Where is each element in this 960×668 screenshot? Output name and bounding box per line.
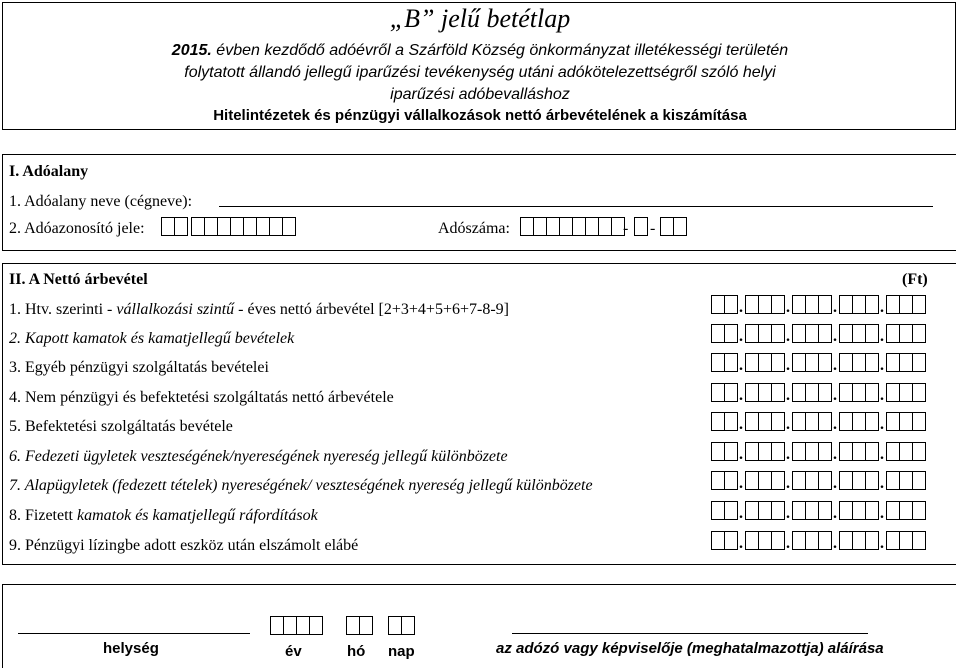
amount-field[interactable] xyxy=(711,412,925,431)
section1-title: I. Adóalany xyxy=(9,163,89,180)
signature-line[interactable] xyxy=(512,633,868,634)
digit-box[interactable] xyxy=(724,295,738,314)
digit-box[interactable] xyxy=(724,353,738,372)
row-label xyxy=(9,330,294,348)
subtitle-line1-rest: évben kezdődő adóévről a Szárföld Község önkormányzat illetékességi területén xyxy=(216,42,789,59)
digit-box[interactable] xyxy=(899,471,913,490)
row-label-italic: 6. Fedezeti ügyletek veszteségének/nyereségének nyereség jellegű különbözete xyxy=(9,448,508,465)
digit-box[interactable] xyxy=(805,412,819,431)
digit-box[interactable] xyxy=(711,531,725,550)
taxid-box[interactable] xyxy=(282,217,296,236)
digit-box[interactable] xyxy=(886,353,900,372)
digit-box[interactable] xyxy=(818,471,832,490)
digit-box[interactable] xyxy=(886,501,900,520)
digit-box[interactable] xyxy=(839,295,853,314)
digit-box[interactable] xyxy=(912,324,926,343)
row-label xyxy=(9,301,509,319)
digit-box[interactable] xyxy=(711,324,725,343)
amount-field[interactable] xyxy=(711,531,925,550)
digit-box[interactable] xyxy=(758,531,772,550)
thousands-separator: . xyxy=(880,299,884,316)
digit-box[interactable] xyxy=(852,383,866,402)
digit-box[interactable] xyxy=(758,442,772,461)
digit-box[interactable] xyxy=(805,383,819,402)
digit-box[interactable] xyxy=(839,501,853,520)
digit-box[interactable] xyxy=(771,412,785,431)
taxid-box[interactable] xyxy=(161,217,175,236)
signature-label: az adózó vagy képviselője (meghatalmazottja) aláírása xyxy=(496,640,884,657)
name-label: 1. Adóalany neve (cégneve): xyxy=(9,193,193,210)
digit-box[interactable] xyxy=(886,295,900,314)
digit-box[interactable] xyxy=(724,442,738,461)
digit-box[interactable] xyxy=(865,471,879,490)
taxnum-box[interactable] xyxy=(533,217,547,236)
thousands-separator: . xyxy=(786,535,790,552)
digit-box[interactable] xyxy=(899,324,913,343)
row-label xyxy=(9,359,269,377)
year-box[interactable] xyxy=(296,616,310,635)
year-box[interactable] xyxy=(283,616,297,635)
taxnum-box[interactable] xyxy=(520,217,534,236)
digit-box[interactable] xyxy=(758,353,772,372)
thousands-separator: . xyxy=(833,505,837,522)
digit-box[interactable] xyxy=(839,442,853,461)
digit-box[interactable] xyxy=(724,324,738,343)
digit-box[interactable] xyxy=(865,353,879,372)
digit-box[interactable] xyxy=(711,412,725,431)
row-label xyxy=(9,537,358,555)
thousands-separator: . xyxy=(786,446,790,463)
digit-box[interactable] xyxy=(771,383,785,402)
digit-box[interactable] xyxy=(912,353,926,372)
amount-field[interactable] xyxy=(711,501,925,520)
thousands-separator: . xyxy=(833,446,837,463)
digit-box[interactable] xyxy=(899,353,913,372)
digit-box[interactable] xyxy=(865,531,879,550)
digit-box[interactable] xyxy=(818,531,832,550)
taxnum-box[interactable] xyxy=(572,217,586,236)
row-label-italic: 7. Alapügyletek (fedezett tételek) nyereségének/ veszteségének nyereség jellegű különbözete xyxy=(9,477,593,494)
digit-box[interactable] xyxy=(818,501,832,520)
digit-box[interactable] xyxy=(771,295,785,314)
thousands-separator: . xyxy=(833,387,837,404)
thousands-separator: . xyxy=(786,328,790,345)
place-line[interactable] xyxy=(18,633,250,634)
thousands-separator: . xyxy=(739,328,743,345)
digit-box[interactable] xyxy=(852,501,866,520)
digit-box[interactable] xyxy=(818,442,832,461)
digit-box[interactable] xyxy=(839,383,853,402)
taxid-box[interactable] xyxy=(217,217,231,236)
digit-box[interactable] xyxy=(745,531,759,550)
thousands-separator: . xyxy=(739,299,743,316)
section2-top-line xyxy=(2,263,956,264)
digit-box[interactable] xyxy=(771,531,785,550)
name-input-line[interactable] xyxy=(219,206,933,207)
digit-box[interactable] xyxy=(865,383,879,402)
thousands-separator: . xyxy=(880,357,884,374)
digit-box[interactable] xyxy=(758,324,772,343)
thousands-separator: . xyxy=(880,475,884,492)
taxnum-vat-box[interactable] xyxy=(634,217,647,236)
digit-box[interactable] xyxy=(852,531,866,550)
taxnum-county-boxes[interactable] xyxy=(660,217,686,236)
digit-box[interactable] xyxy=(711,501,725,520)
thousands-separator: . xyxy=(786,299,790,316)
digit-box[interactable] xyxy=(818,383,832,402)
digit-box[interactable] xyxy=(899,295,913,314)
digit-box[interactable] xyxy=(758,471,772,490)
thousands-separator: . xyxy=(739,446,743,463)
day-box[interactable] xyxy=(401,616,415,635)
thousands-separator: . xyxy=(880,328,884,345)
row-label-text: 8. Fizetett xyxy=(9,507,77,524)
digit-box[interactable] xyxy=(886,471,900,490)
digit-box[interactable] xyxy=(839,471,853,490)
taxnum-box[interactable] xyxy=(673,217,687,236)
digit-box[interactable] xyxy=(899,412,913,431)
taxnum-box[interactable] xyxy=(559,217,573,236)
digit-box[interactable] xyxy=(852,295,866,314)
signature-left-line xyxy=(2,584,3,668)
digit-box[interactable] xyxy=(818,412,832,431)
month-box[interactable] xyxy=(346,616,360,635)
thousands-separator: . xyxy=(786,357,790,374)
row-label-text: - éves nettó árbevétel [2+3+4+5+6+7-8-9] xyxy=(234,301,509,318)
form-heading: Hitelintézetek és pénzügyi vállalkozások nettó árbevételének a kiszámítása xyxy=(213,107,747,124)
digit-box[interactable] xyxy=(886,412,900,431)
digit-box[interactable] xyxy=(711,383,725,402)
row-label xyxy=(9,448,508,466)
digit-box[interactable] xyxy=(886,324,900,343)
digit-box[interactable] xyxy=(899,383,913,402)
row-label-italic: vállalkozási szintű xyxy=(116,301,235,318)
amount-field[interactable] xyxy=(711,353,925,372)
row-label-text: 5. Befektetési szolgáltatás bevétele xyxy=(9,418,233,435)
year-label: év xyxy=(285,643,302,660)
subtitle-line2: folytatott állandó jellegű iparűzési tevékenység utáni adókötelezettségről szóló helyi xyxy=(184,64,776,81)
taxid-boxes[interactable] xyxy=(161,217,295,236)
digit-box[interactable] xyxy=(758,501,772,520)
section2-bottom-line xyxy=(2,564,956,565)
digit-box[interactable] xyxy=(792,471,806,490)
digit-box[interactable] xyxy=(771,442,785,461)
subtitle-year: 2015. xyxy=(171,42,212,59)
digit-box[interactable] xyxy=(912,501,926,520)
digit-box[interactable] xyxy=(771,353,785,372)
digit-box[interactable] xyxy=(724,383,738,402)
row-label xyxy=(9,477,593,495)
digit-box[interactable] xyxy=(711,295,725,314)
taxnum-box[interactable] xyxy=(546,217,560,236)
digit-box[interactable] xyxy=(865,501,879,520)
digit-box[interactable] xyxy=(912,531,926,550)
thousands-separator: . xyxy=(833,535,837,552)
signature-top-line xyxy=(2,584,956,585)
digit-box[interactable] xyxy=(792,501,806,520)
digit-box[interactable] xyxy=(724,412,738,431)
place-label: helység xyxy=(103,640,159,657)
digit-box[interactable] xyxy=(745,442,759,461)
taxid-box[interactable] xyxy=(243,217,257,236)
digit-box[interactable] xyxy=(818,353,832,372)
digit-box[interactable] xyxy=(818,324,832,343)
digit-box[interactable] xyxy=(912,295,926,314)
year-boxes[interactable] xyxy=(270,616,322,635)
thousands-separator: . xyxy=(786,416,790,433)
row-label-text: 9. Pénzügyi lízingbe adott eszköz után elszámolt elábé xyxy=(9,537,359,554)
taxid-box[interactable] xyxy=(174,217,188,236)
thousands-separator: . xyxy=(833,357,837,374)
year-box[interactable] xyxy=(270,616,284,635)
month-box[interactable] xyxy=(359,616,373,635)
subtitle-line1 xyxy=(0,40,960,62)
digit-box[interactable] xyxy=(886,383,900,402)
thousands-separator: . xyxy=(833,328,837,345)
digit-box[interactable] xyxy=(805,442,819,461)
unit-label: (Ft) xyxy=(902,271,928,288)
taxnum-dash-1: - xyxy=(623,220,629,237)
digit-box[interactable] xyxy=(745,324,759,343)
digit-box[interactable] xyxy=(711,353,725,372)
digit-box[interactable] xyxy=(792,383,806,402)
digit-box[interactable] xyxy=(792,531,806,550)
amount-field[interactable] xyxy=(711,295,925,314)
digit-box[interactable] xyxy=(852,353,866,372)
digit-box[interactable] xyxy=(912,471,926,490)
digit-box[interactable] xyxy=(792,324,806,343)
taxnum-box[interactable] xyxy=(634,217,648,236)
digit-box[interactable] xyxy=(771,324,785,343)
day-box[interactable] xyxy=(388,616,402,635)
digit-box[interactable] xyxy=(839,412,853,431)
taxid-box[interactable] xyxy=(230,217,244,236)
taxnum-dash-2: - xyxy=(650,220,656,237)
thousands-separator: . xyxy=(739,357,743,374)
amount-field[interactable] xyxy=(711,324,925,343)
digit-box[interactable] xyxy=(745,295,759,314)
digit-box[interactable] xyxy=(792,442,806,461)
digit-box[interactable] xyxy=(711,442,725,461)
digit-box[interactable] xyxy=(899,501,913,520)
digit-box[interactable] xyxy=(805,531,819,550)
taxid-box[interactable] xyxy=(256,217,270,236)
digit-box[interactable] xyxy=(865,324,879,343)
year-box[interactable] xyxy=(309,616,323,635)
digit-box[interactable] xyxy=(865,412,879,431)
amount-field[interactable] xyxy=(711,383,925,402)
digit-box[interactable] xyxy=(852,412,866,431)
digit-box[interactable] xyxy=(839,353,853,372)
digit-box[interactable] xyxy=(792,295,806,314)
section1-bottom-line xyxy=(2,250,956,251)
taxnum-boxes[interactable] xyxy=(520,217,624,236)
section2-left-line xyxy=(2,263,3,565)
month-label: hó xyxy=(347,643,366,660)
row-label xyxy=(9,389,394,407)
taxid-box[interactable] xyxy=(269,217,283,236)
amount-field[interactable] xyxy=(711,471,925,490)
thousands-separator: . xyxy=(880,387,884,404)
digit-box[interactable] xyxy=(758,295,772,314)
thousands-separator: . xyxy=(833,416,837,433)
digit-box[interactable] xyxy=(805,295,819,314)
row-label xyxy=(9,507,318,525)
thousands-separator: . xyxy=(833,475,837,492)
day-label: nap xyxy=(388,643,415,660)
digit-box[interactable] xyxy=(839,324,853,343)
header-bottom-line xyxy=(2,129,956,130)
row-label-text: 1. Htv. szerinti - xyxy=(9,301,117,318)
digit-box[interactable] xyxy=(724,531,738,550)
digit-box[interactable] xyxy=(852,324,866,343)
thousands-separator: . xyxy=(786,387,790,404)
digit-box[interactable] xyxy=(745,501,759,520)
digit-box[interactable] xyxy=(865,442,879,461)
section1-left-line xyxy=(2,154,3,250)
thousands-separator: . xyxy=(739,387,743,404)
digit-box[interactable] xyxy=(758,412,772,431)
thousands-separator: . xyxy=(739,416,743,433)
digit-box[interactable] xyxy=(852,471,866,490)
thousands-separator: . xyxy=(880,535,884,552)
digit-box[interactable] xyxy=(724,501,738,520)
digit-box[interactable] xyxy=(912,412,926,431)
thousands-separator: . xyxy=(739,505,743,522)
thousands-separator: . xyxy=(786,475,790,492)
row-label-italic: kamatok és kamatjellegű ráfordítások xyxy=(76,507,318,524)
digit-box[interactable] xyxy=(839,531,853,550)
taxid-label: 2. Adóazonosító jele: xyxy=(9,220,145,237)
digit-box[interactable] xyxy=(899,531,913,550)
thousands-separator: . xyxy=(739,475,743,492)
digit-box[interactable] xyxy=(792,412,806,431)
thousands-separator: . xyxy=(880,446,884,463)
digit-box[interactable] xyxy=(912,442,926,461)
digit-box[interactable] xyxy=(886,442,900,461)
thousands-separator: . xyxy=(880,505,884,522)
page-title: „B” jelű betétlap xyxy=(389,4,571,33)
row-label-italic: 2. Kapott kamatok és kamatjellegű bevételek xyxy=(9,330,295,347)
digit-box[interactable] xyxy=(745,353,759,372)
taxnum-label: Adószáma: xyxy=(438,220,510,237)
digit-box[interactable] xyxy=(771,471,785,490)
day-boxes[interactable] xyxy=(388,616,414,635)
thousands-separator: . xyxy=(880,416,884,433)
frame-top xyxy=(2,2,956,3)
digit-box[interactable] xyxy=(805,353,819,372)
section1-top-line xyxy=(2,154,956,155)
taxid-box[interactable] xyxy=(204,217,218,236)
digit-box[interactable] xyxy=(805,501,819,520)
row-label-text: 4. Nem pénzügyi és befektetési szolgáltatás nettó árbevétele xyxy=(9,389,394,406)
taxnum-box[interactable] xyxy=(585,217,599,236)
digit-box[interactable] xyxy=(805,324,819,343)
row-label-text: 3. Egyéb pénzügyi szolgáltatás bevételei xyxy=(9,359,269,376)
digit-box[interactable] xyxy=(745,383,759,402)
digit-box[interactable] xyxy=(724,471,738,490)
thousands-separator: . xyxy=(739,535,743,552)
digit-box[interactable] xyxy=(792,353,806,372)
section2-title: II. A Nettó árbevétel xyxy=(9,271,148,288)
digit-box[interactable] xyxy=(805,471,819,490)
thousands-separator: . xyxy=(833,299,837,316)
digit-box[interactable] xyxy=(886,531,900,550)
taxnum-box[interactable] xyxy=(660,217,674,236)
digit-box[interactable] xyxy=(771,501,785,520)
month-boxes[interactable] xyxy=(346,616,372,635)
digit-box[interactable] xyxy=(912,383,926,402)
digit-box[interactable] xyxy=(899,442,913,461)
digit-box[interactable] xyxy=(852,442,866,461)
taxid-box[interactable] xyxy=(191,217,205,236)
digit-box[interactable] xyxy=(711,471,725,490)
amount-field[interactable] xyxy=(711,442,925,461)
row-label xyxy=(9,418,233,436)
digit-box[interactable] xyxy=(818,295,832,314)
digit-box[interactable] xyxy=(745,412,759,431)
thousands-separator: . xyxy=(786,505,790,522)
digit-box[interactable] xyxy=(745,471,759,490)
taxnum-box[interactable] xyxy=(598,217,612,236)
digit-box[interactable] xyxy=(865,295,879,314)
subtitle-line3: iparűzési adóbevalláshoz xyxy=(390,86,570,103)
digit-box[interactable] xyxy=(758,383,772,402)
